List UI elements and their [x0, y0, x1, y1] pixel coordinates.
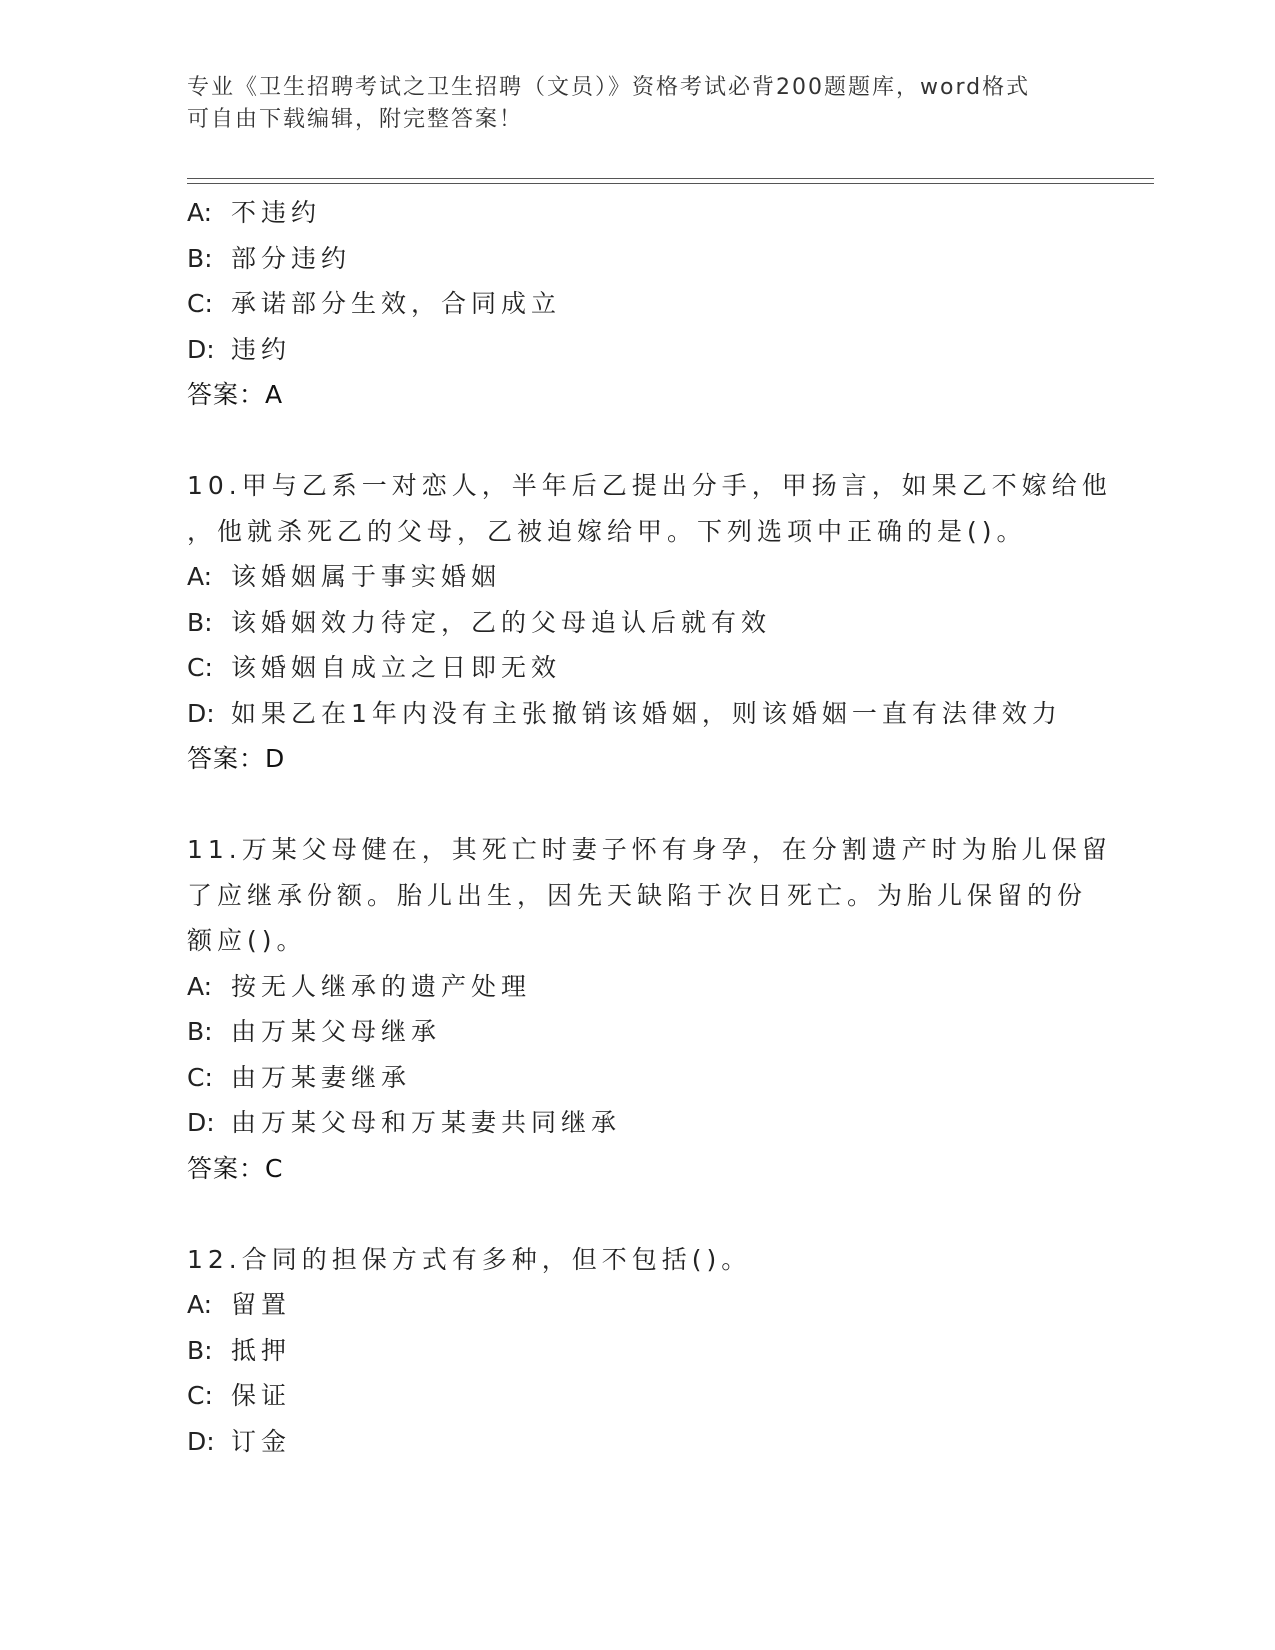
- question-stem-line: ，他就杀死乙的父母，乙被迫嫁给甲。下列选项中正确的是()。: [187, 516, 1027, 546]
- question-block-12: [187, 1237, 1087, 1465]
- option-label: A:: [187, 971, 213, 1001]
- question-stem-line: 11.万某父母健在，其死亡时妻子怀有身孕，在分割遗产时为胎儿保留: [187, 835, 1112, 864]
- question-block-11: [187, 827, 1112, 1191]
- option-text: 部分违约: [231, 243, 352, 273]
- option-label: D:: [187, 1108, 215, 1137]
- option-a: [187, 190, 1087, 236]
- option-text: 留置: [231, 1290, 292, 1319]
- option-label: B:: [187, 243, 213, 273]
- header-rule-bottom: [187, 183, 1154, 184]
- option-text: 不违约: [231, 198, 322, 227]
- question-block-10: [187, 463, 1112, 782]
- option-b: [187, 236, 1087, 282]
- option-text: 承诺部分生效，合同成立: [231, 289, 562, 318]
- answer-line: 答案：A: [187, 380, 284, 409]
- option-text: 如果乙在1年内没有主张撤销该婚姻，则该婚姻一直有法律效力: [231, 698, 1062, 728]
- option-c: [187, 1055, 1087, 1101]
- option-text: 按无人继承的遗产处理: [231, 971, 532, 1001]
- option-d: [187, 327, 1087, 373]
- option-label: C:: [187, 1062, 213, 1092]
- question-stem-line: 12.合同的担保方式有多种，但不包括()。: [187, 1244, 752, 1274]
- option-label: C:: [187, 1381, 213, 1410]
- option-label: B:: [187, 1335, 213, 1365]
- question-stem-line: 了应继承份额。胎儿出生，因先天缺陷于次日死亡。为胎儿保留的份: [187, 880, 1088, 910]
- option-text: 保证: [231, 1381, 292, 1410]
- option-b: [187, 600, 1087, 646]
- option-text: 该婚姻效力待定，乙的父母追认后就有效: [231, 607, 772, 637]
- option-label: B:: [187, 1017, 213, 1046]
- option-d: [187, 691, 1087, 737]
- option-label: D:: [187, 698, 215, 728]
- option-label: D:: [187, 1426, 215, 1456]
- spacer: [187, 782, 1087, 828]
- question-list: [187, 190, 1112, 1464]
- option-text: 由万某父母继承: [231, 1017, 442, 1046]
- option-text: 由万某父母和万某妻共同继承: [231, 1108, 622, 1137]
- option-label: D:: [187, 334, 215, 364]
- spacer: [187, 418, 1087, 464]
- option-text: 抵押: [231, 1335, 292, 1365]
- question-stem-line: 额应()。: [187, 926, 307, 955]
- option-label: B:: [187, 607, 213, 637]
- option-b: [187, 1328, 1087, 1374]
- option-label: A:: [187, 562, 213, 591]
- option-b: [187, 1009, 1087, 1055]
- option-label: A:: [187, 1290, 213, 1319]
- option-text: 订金: [231, 1426, 292, 1456]
- option-d: [187, 1100, 1087, 1146]
- spacer: [187, 1191, 1087, 1237]
- header-line-2: 可自由下载编辑，附完整答案！: [187, 107, 524, 132]
- option-label: C:: [187, 289, 213, 318]
- header-line-1: 专业《卫生招聘考试之卫生招聘（文员）》资格考试必背200题题库，word格式: [187, 75, 1031, 100]
- answer-line: 答案：D: [187, 744, 286, 773]
- option-text: 由万某妻继承: [231, 1062, 412, 1092]
- option-label: A:: [187, 198, 213, 227]
- option-a: [187, 554, 1087, 600]
- option-a: [187, 1282, 1087, 1328]
- option-text: 该婚姻属于事实婚姻: [231, 562, 502, 591]
- option-d: [187, 1419, 1087, 1465]
- option-c: [187, 645, 1087, 691]
- answer-line: 答案：C: [187, 1153, 284, 1183]
- header-rule-top: [187, 178, 1154, 179]
- option-c: [187, 281, 1087, 327]
- option-text: 违约: [231, 334, 292, 364]
- option-text: 该婚姻自成立之日即无效: [231, 653, 562, 682]
- option-c: [187, 1373, 1087, 1419]
- question-block-partial: [187, 190, 1087, 418]
- document-header: [187, 72, 1067, 136]
- option-a: [187, 964, 1087, 1010]
- question-stem-line: 10.甲与乙系一对恋人，半年后乙提出分手，甲扬言，如果乙不嫁给他: [187, 471, 1112, 500]
- option-label: C:: [187, 653, 213, 682]
